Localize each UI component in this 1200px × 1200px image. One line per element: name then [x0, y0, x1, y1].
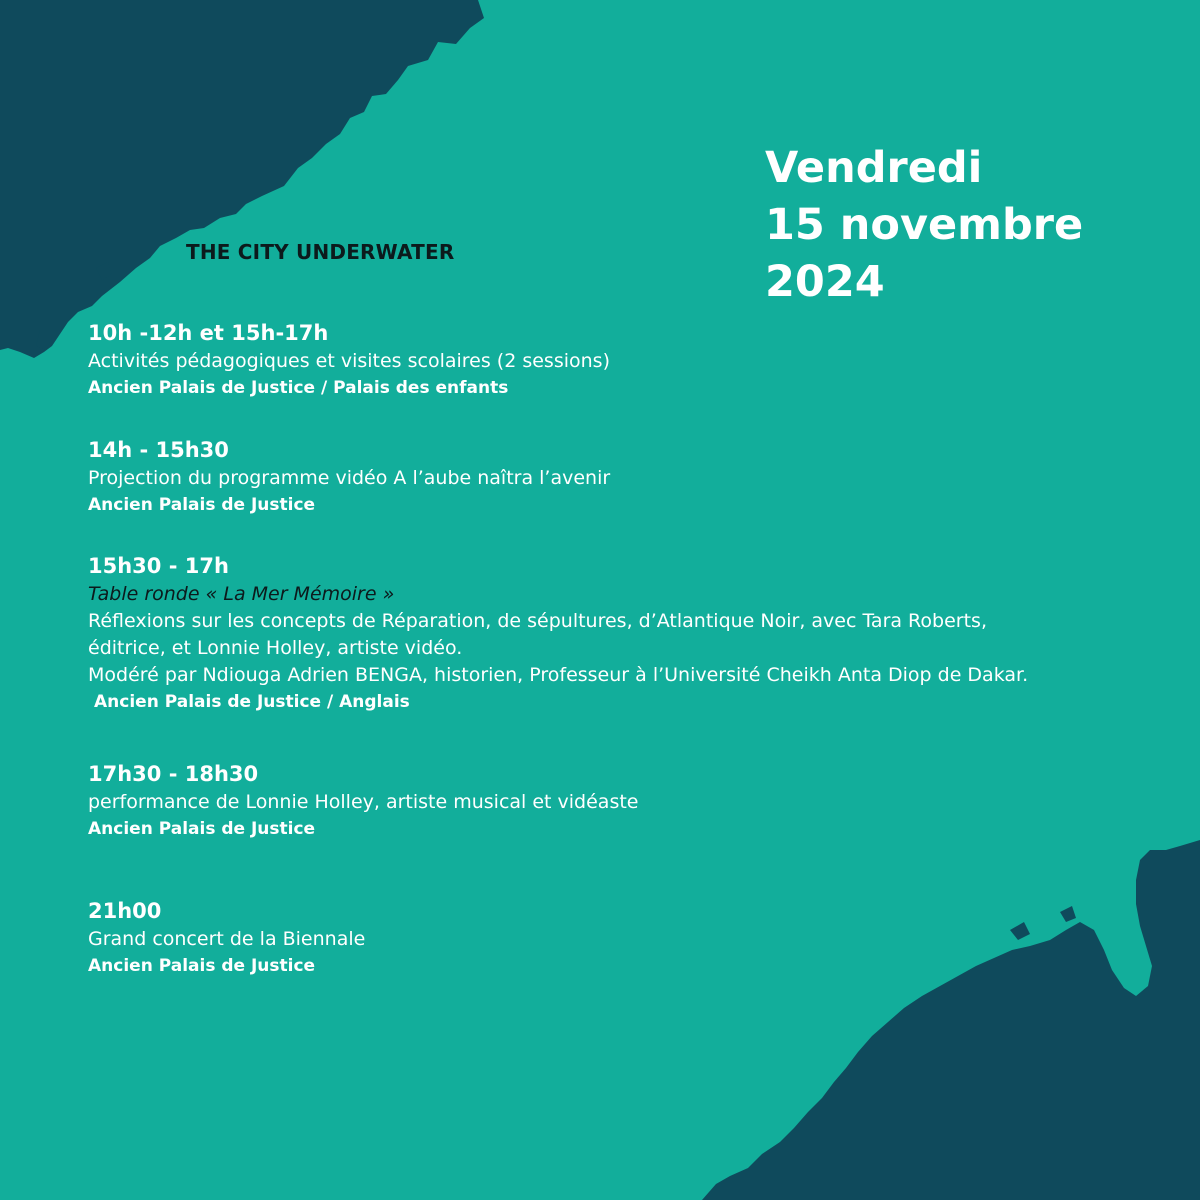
schedule-location: Ancien Palais de Justice / Palais des enfants	[88, 378, 509, 398]
schedule-description-line: Modéré par Ndiouga Adrien BENGA, historien, Professeur à l’Université Cheikh Anta Diop de Dakar.	[88, 664, 1029, 686]
date-day-month: 15 novembre	[765, 200, 1084, 250]
program-title: THE CITY UNDERWATER	[186, 240, 455, 264]
schedule-location: Ancien Palais de Justice	[88, 495, 316, 515]
schedule-item	[88, 551, 1028, 715]
schedule-description: Activités pédagogiques et visites scolaires (2 sessions)	[88, 350, 610, 372]
schedule-item	[88, 318, 610, 401]
schedule-time: 14h - 15h30	[88, 438, 229, 462]
schedule-location: Ancien Palais de Justice	[88, 956, 316, 976]
schedule-location: Ancien Palais de Justice	[88, 819, 316, 839]
schedule-item	[88, 435, 610, 518]
schedule-description: performance de Lonnie Holley, artiste musical et vidéaste	[88, 791, 639, 813]
schedule-time: 15h30 - 17h	[88, 554, 229, 578]
schedule-location: Ancien Palais de Justice / Anglais	[94, 692, 410, 712]
schedule-time: 10h -12h et 15h-17h	[88, 321, 329, 345]
schedule-subtitle: Table ronde « La Mer Mémoire »	[88, 583, 395, 605]
schedule-description: Projection du programme vidéo A l’aube naîtra l’avenir	[88, 467, 611, 489]
date-day: Vendredi	[765, 143, 983, 193]
schedule-time: 21h00	[88, 899, 162, 923]
schedule-description-line: éditrice, et Lonnie Holley, artiste vidéo.	[88, 637, 463, 659]
date-year: 2024	[765, 257, 885, 307]
schedule-time: 17h30 - 18h30	[88, 762, 259, 786]
schedule-item	[88, 759, 639, 842]
schedule-item	[88, 896, 365, 979]
schedule-description: Grand concert de la Biennale	[88, 928, 366, 950]
schedule-description-line: Réflexions sur les concepts de Réparation, de sépultures, d’Atlantique Noir, avec Tara Roberts,	[88, 610, 987, 632]
coastline-bottom-right-path	[702, 840, 1200, 1200]
event-date	[765, 140, 1083, 311]
